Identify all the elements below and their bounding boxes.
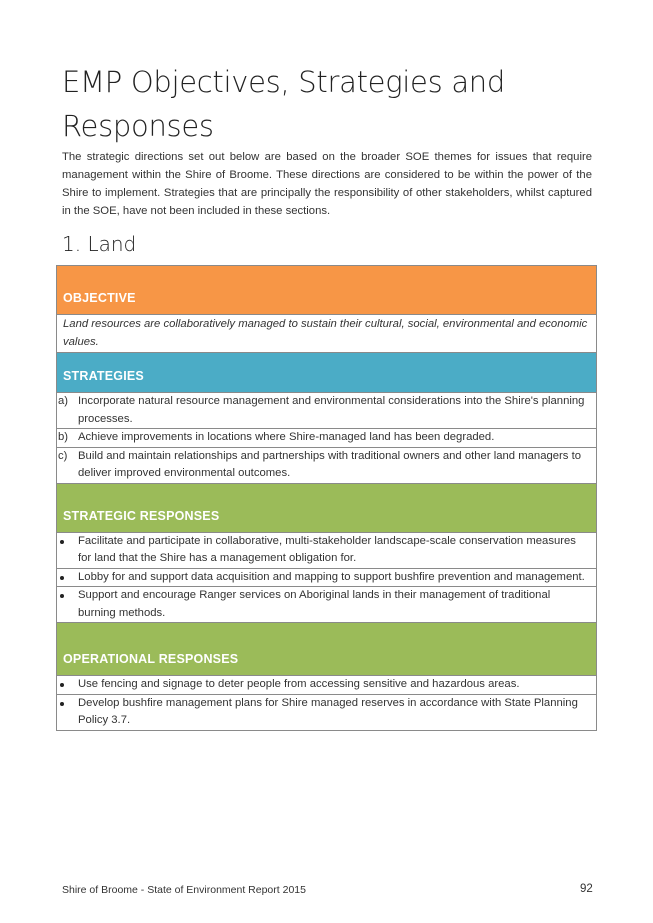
operational-responses-header: OPERATIONAL RESPONSES (57, 622, 596, 676)
strategy-marker: c) (58, 449, 68, 462)
land-table (56, 265, 597, 731)
operational-response-item (57, 695, 596, 730)
strategy-marker: a) (58, 395, 69, 407)
bullet-icon (57, 569, 78, 587)
page-title: EMP Objectives, Strategies and Responses (62, 65, 505, 143)
strategic-response-item (57, 569, 596, 588)
strategy-marker: b) (58, 431, 69, 443)
strategic-response-text: Support and encourage Ranger services on Aboriginal lands in their management of traditional burning methods. (78, 589, 551, 619)
objective-text: Land resources are collaboratively managed to sustain their cultural, social, environmental and economic values. (57, 315, 596, 353)
bullet-icon (57, 587, 78, 622)
strategic-responses-header: STRATEGIC RESPONSES (57, 483, 596, 533)
strategies-list (57, 393, 596, 483)
footer-report-title: Shire of Broome - State of Environment Report 2015 (62, 884, 306, 896)
strategy-text: Achieve improvements in locations where Shire-managed land has been degraded. (78, 431, 495, 443)
strategies-header: STRATEGIES (57, 353, 596, 393)
intro-paragraph: The strategic directions set out below are based on the broader SOE themes for issues that require management within the Shire of Broome. These directions are considered to be within the power of the Shire to implement. Strategies that are principally the responsibility of other stakeholders, whilst captured in the SOE, have not been included in these sections. (62, 151, 592, 217)
objective-header: OBJECTIVE (57, 266, 596, 315)
bullet-icon (57, 533, 78, 568)
bullet-icon (57, 695, 78, 730)
strategy-text: Build and maintain relationships and partnerships with traditional owners and other land managers to deliver improved environmental outcomes. (78, 449, 582, 479)
strategy-item (57, 393, 596, 429)
operational-response-text: Use fencing and signage to deter people from accessing sensitive and hazardous areas. (78, 678, 520, 690)
strategic-response-item (57, 587, 596, 622)
strategic-response-item (57, 533, 596, 569)
strategy-text: Incorporate natural resource management and environmental considerations into the Shire's planning processes. (78, 395, 585, 425)
operational-response-item (57, 676, 596, 695)
strategy-item (57, 448, 596, 483)
strategic-response-text: Facilitate and participate in collaborative, multi-stakeholder landscape-scale conservation measures for land that the Shire has a management obligation for. (78, 534, 576, 564)
operational-response-text: Develop bushfire management plans for Shire managed reserves in accordance with State Planning Policy 3.7. (78, 696, 578, 726)
strategic-responses-list (57, 533, 596, 623)
operational-responses-list (57, 676, 596, 730)
strategy-item (57, 429, 596, 448)
bullet-icon (57, 676, 78, 694)
strategic-response-text: Lobby for and support data acquisition and mapping to support bushfire prevention and management. (78, 570, 585, 583)
page-number: 92 (580, 883, 593, 895)
section-heading: 1. Land (62, 232, 137, 256)
